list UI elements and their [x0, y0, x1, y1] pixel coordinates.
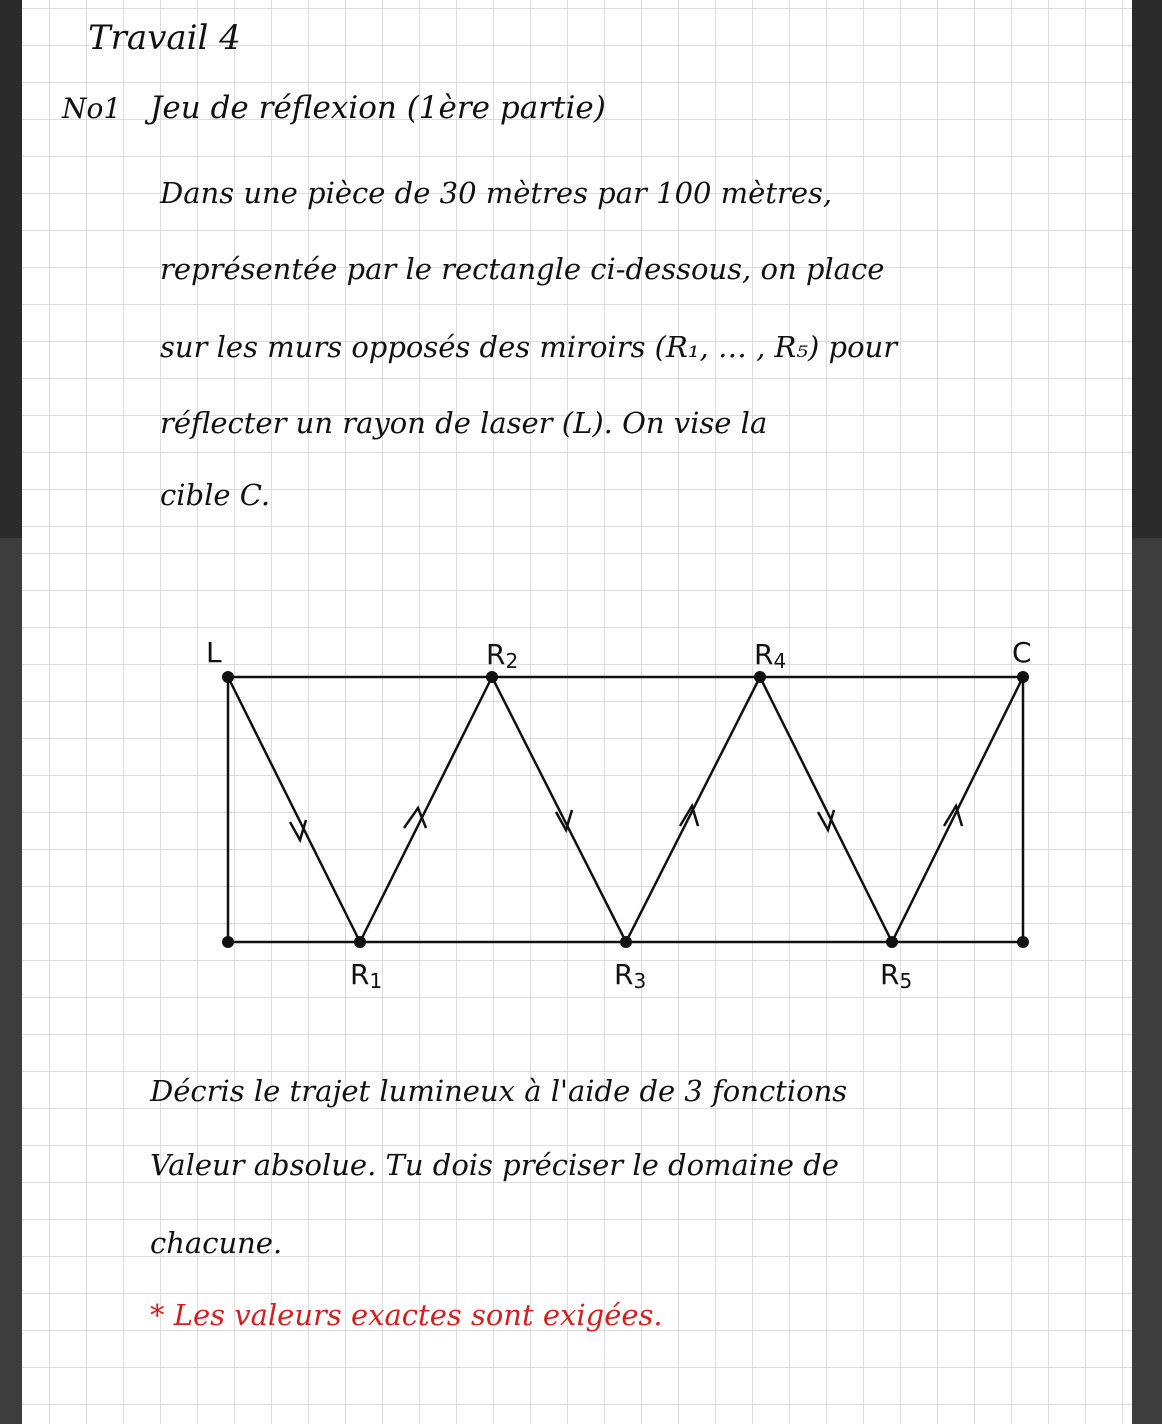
- problem-line: représentée par le rectangle ci-dessous, on place: [160, 252, 885, 286]
- arrow-down-1: [290, 820, 306, 840]
- laser-path: [228, 677, 1023, 942]
- question-line: Valeur absolue. Tu dois préciser le domaine de: [150, 1148, 839, 1182]
- label-R3: R3: [614, 958, 647, 993]
- room-rectangle: [228, 677, 1023, 942]
- point-R2: [486, 671, 498, 683]
- point-C: [1017, 671, 1029, 683]
- exact-values-note: * Les valeurs exactes sont exigées.: [150, 1298, 663, 1332]
- exercise-title: Jeu de réflexion (1ère partie): [150, 90, 606, 126]
- point-bottom-left: [222, 936, 234, 948]
- problem-line: cible C.: [160, 478, 271, 512]
- arrow-down-3: [818, 810, 834, 830]
- exercise-number: No1: [62, 92, 122, 125]
- label-L: L: [206, 636, 222, 669]
- label-R1: R1: [350, 958, 383, 993]
- reflection-diagram: [0, 600, 1162, 1020]
- point-R4: [754, 671, 766, 683]
- point-R1: [354, 936, 366, 948]
- question-line: chacune.: [150, 1226, 283, 1260]
- window-edge-right: [1132, 0, 1162, 538]
- question-line: Décris le trajet lumineux à l'aide de 3 fonctions: [150, 1074, 848, 1108]
- label-R2: R2: [486, 638, 519, 673]
- label-R5: R5: [880, 958, 913, 993]
- point-bottom-right: [1017, 936, 1029, 948]
- point-R3: [620, 936, 632, 948]
- label-C: C: [1012, 636, 1032, 669]
- page-title: Travail 4: [88, 18, 241, 58]
- problem-line: réflecter un rayon de laser (L). On vise la: [160, 406, 768, 440]
- point-L: [222, 671, 234, 683]
- problem-line: Dans une pièce de 30 mètres par 100 mètres,: [160, 176, 833, 210]
- point-R5: [886, 936, 898, 948]
- window-edge-left: [0, 0, 22, 538]
- problem-line: sur les murs opposés des miroirs (R₁, … , R₅) pour: [160, 330, 898, 364]
- arrow-up-1: [404, 808, 426, 828]
- label-R4: R4: [754, 638, 787, 673]
